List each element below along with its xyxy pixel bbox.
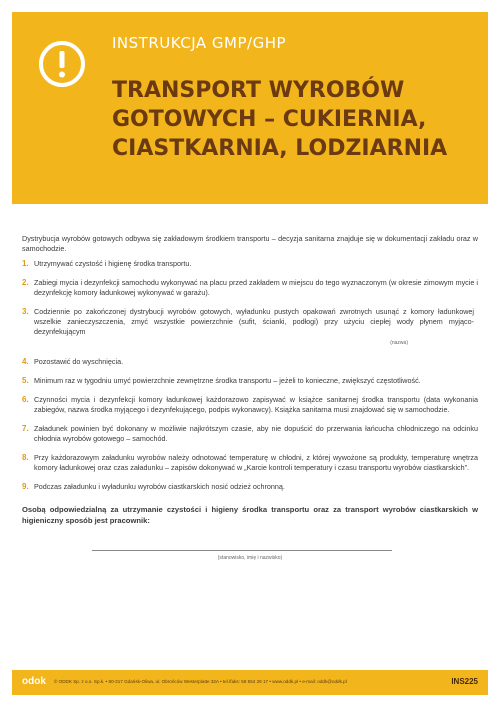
fill-in-row (34, 307, 478, 337)
item-number: 2. (22, 278, 29, 287)
document-code: INS225 (451, 677, 478, 686)
title-line: GOTOWYCH – CUKIERNIA, (112, 107, 427, 132)
list-item (22, 357, 478, 367)
item-number: 9. (22, 482, 29, 491)
item-number: 6. (22, 395, 29, 404)
document-title (112, 76, 472, 163)
list-item (22, 453, 478, 473)
item-text: Przy każdorazowym załadunku wyrobów należy odnotować temperaturę w chłodni, z której wywożone są produkty, temperaturę wnętrza komory ładunkowej oraz czas załadunku – zapisów dokonywać w „Karcie kontroli temperatury i czasu transportu wyrobów ciastkarskich”. (34, 453, 478, 472)
list-item (22, 307, 478, 348)
item-text: Minimum raz w tygodniu umyć powierzchnie zewnętrzne środka transportu – jeżeli to konieczne, zwiększyć częstotliwość. (34, 376, 421, 385)
responsible-person-statement: Osobą odpowiedzialną za utrzymanie czystości i higieny środka transportu oraz za transport wyrobów ciastkarskich w higieniczny sposób jest pracownik: (22, 505, 478, 525)
item-text: Podczas załadunku i wyładunku wyrobów ciastkarskich nosić odzież ochronną. (34, 482, 285, 491)
item-number: 8. (22, 453, 29, 462)
list-item (22, 395, 478, 415)
item-text: Zabiegi mycia i dezynfekcji samochodu wykonywać na placu przed zakładem w miejscu do tego wyznaczonym (w okresie zimowym mycie i dezynfekcję komory ładunkowej wykonywać w garażu). (34, 278, 478, 297)
item-number: 4. (22, 357, 29, 366)
item-text: Załadunek powinien być dokonany w możliwie najkrótszym czasie, aby nie dopuścić do przerwania łańcucha chłodniczego na odcinku chłodnia wyrobów gotowego – samochód. (34, 424, 478, 443)
item-text: Utrzymywać czystość i higienę środka transportu. (34, 259, 192, 268)
document-subtitle: INSTRUKCJA GMP/GHP (112, 34, 287, 52)
instruction-list (22, 259, 478, 492)
item-number: 5. (22, 376, 29, 385)
item-text: Codziennie po zakończonej dystrybucji wyrobów gotowych, wyładunku pustych opakowań zwrotnych usunąć z komory ładunkowej wszelkie zanieczyszczenia, zmyć wszystkie powierzchnie (sufit, ścianki, podłogi) przy użyciu ciepłej wody płynem myjąco- dezynfekującym (34, 307, 474, 336)
signature-caption: (stanowisko, imię i nazwisko) (217, 555, 283, 561)
list-item (22, 259, 478, 269)
company-logo: odok (22, 676, 46, 687)
list-item (22, 278, 478, 298)
list-item (22, 482, 478, 492)
list-item (22, 376, 478, 386)
item-text: Czynności mycia i dezynfekcji komory ładunkowej każdorazowo zapisywać w książce sanitarnej środka transportu (data wykonania zabiegów, nazwa środka myjącego i dezynfekującego, podpis wykonawcy). Książka sanitarna musi znajdować się w samochodzie. (34, 395, 478, 414)
item-number: 1. (22, 259, 29, 268)
intro-paragraph: Dystrybucja wyrobów gotowych odbywa się zakładowym środkiem transportu – decyzja sanitarna znajduje się w dokumentacji zakładu oraz w samochodzie. (22, 234, 478, 253)
signature-line[interactable] (92, 550, 392, 551)
item-number: 7. (22, 424, 29, 433)
instruction-sheet (12, 12, 488, 695)
footer-contact-text: © ODDK Sp. z o.o. Sp.k. • 80-317 Gdańsk-Oliwa, ul. Obrońców Westerplatte 32A • tel./faks: 58 554 29 17 • www.oddk.pl • e-mail: oddk@oddk.pl (54, 679, 347, 684)
footer-bar (12, 670, 488, 695)
title-line: CIASTKARNIA, LODZIARNIA (112, 136, 448, 161)
fill-in-caption: (nazwa) (390, 340, 408, 346)
document-body (22, 234, 478, 563)
item-text: Pozostawić do wyschnięcia. (34, 357, 124, 366)
exclamation-circle-icon (38, 40, 86, 88)
item-number: 3. (22, 307, 29, 316)
list-item (22, 424, 478, 444)
title-line: TRANSPORT WYROBÓW (112, 78, 405, 103)
header-banner (12, 12, 488, 204)
